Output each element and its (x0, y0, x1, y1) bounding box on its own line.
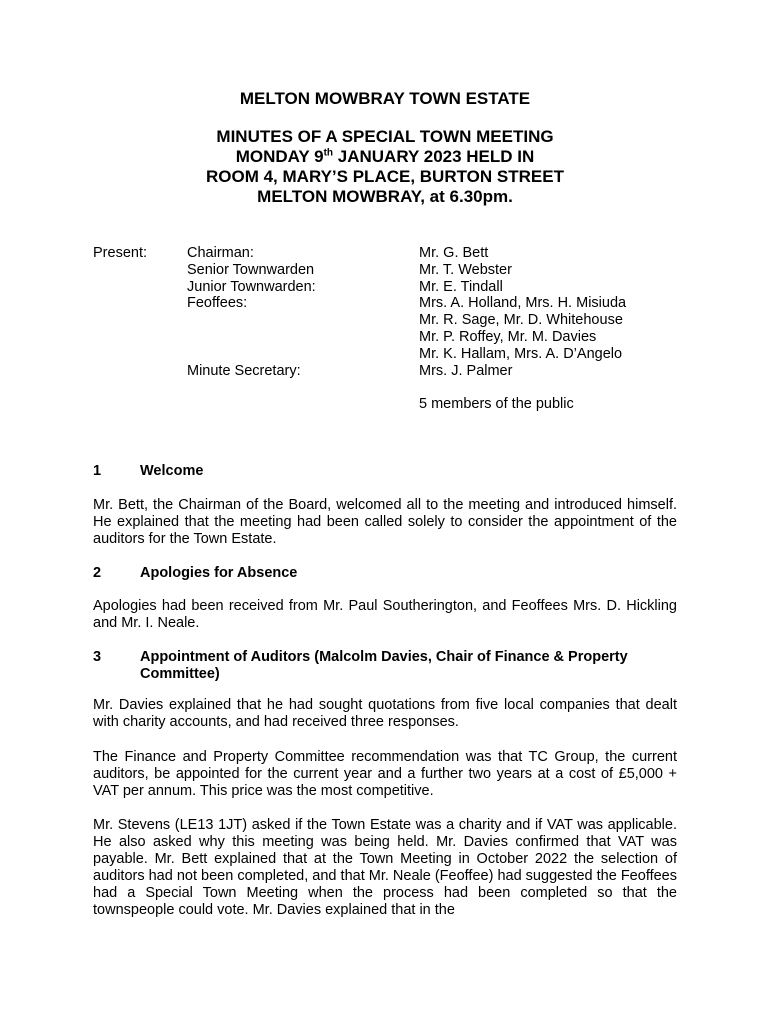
meeting-heading-line-3: ROOM 4, MARY’S PLACE, BURTON STREET (206, 167, 564, 186)
section-title: Appointment of Auditors (Malcolm Davies, Chair of Finance & Property Committee) (140, 649, 628, 682)
attendee-role: Chairman: (187, 245, 254, 261)
present-label: Present: (93, 245, 147, 261)
attendee-name: Mr. P. Roffey, Mr. M. Davies (419, 328, 597, 345)
attendee-name: Mr. T. Webster (419, 261, 512, 278)
meeting-date-day: MONDAY 9 (235, 147, 324, 166)
attendee-name: Mrs. J. Palmer (419, 362, 513, 379)
meeting-heading-line-2 (0, 147, 770, 167)
attendee-name: Mr. G. Bett (419, 245, 489, 261)
section-number: 2 (93, 565, 102, 581)
attendee-names (419, 245, 626, 413)
section-title: Apologies for Absence (140, 565, 298, 581)
attendee-role: Feoffees: (187, 295, 248, 312)
attendee-role: Minute Secretary: (187, 362, 301, 379)
section-heading-welcome (93, 463, 677, 480)
attendee-role (187, 329, 316, 346)
attendee-role: Junior Townwarden: (187, 278, 316, 295)
attendee-role (187, 346, 316, 363)
section-paragraph: Mr. Stevens (LE13 1JT) asked if the Town Estate was a charity and if VAT was applicable. He also asked why this meeting was being held. Mr. Davies confirmed that VAT was payable. Mr. Bett explained that at the Town Meeting in October 2022 the selection of auditors had not been completed, and that Mr. Neale (Feoffee) had suggested the Feoffees had a Special Town Meeting when the process had been completed so that the townspeople could vote. Mr. Davies explained that in the (93, 817, 677, 918)
attendee-roles (187, 245, 316, 379)
section-paragraph: The Finance and Property Committee recommendation was that TC Group, the current auditors, be appointed for the current year and a further two years at a cost of £5,000 + VAT per annum. This price was the most competitive. (93, 749, 677, 799)
section-heading-apologies (93, 565, 677, 582)
attendee-name: Mr. R. Sage, Mr. D. Whitehouse (419, 312, 623, 329)
attendee-name: Mrs. A. Holland, Mrs. H. Misiuda (419, 295, 627, 312)
document-title: MELTON MOWBRAY TOWN ESTATE (239, 89, 531, 108)
meeting-heading (0, 127, 770, 207)
meeting-heading-line-1: MINUTES OF A SPECIAL TOWN MEETING (216, 127, 554, 146)
attendee-name: Mr. K. Hallam, Mrs. A. D’Angelo (419, 345, 623, 362)
meeting-date-suffix: th (323, 147, 334, 159)
section-number: 1 (93, 463, 102, 479)
attendee-name: Mr. E. Tindall (419, 278, 503, 295)
section-paragraph: Mr. Davies explained that he had sought quotations from five local companies that dealt with charity accounts, and had received three responses. (93, 697, 677, 730)
section-paragraph: Apologies had been received from Mr. Paul Southerington, and Feoffees Mrs. D. Hickling and Mr. I. Neale. (93, 598, 677, 631)
section-title: Welcome (140, 463, 204, 479)
meeting-date-rest: JANUARY 2023 HELD IN (333, 147, 535, 166)
section-number: 3 (93, 649, 102, 665)
section-heading-auditors (93, 649, 677, 683)
public-attendance: 5 members of the public (419, 396, 574, 413)
attendee-role: Senior Townwarden (187, 261, 315, 278)
meeting-heading-line-4: MELTON MOWBRAY, at 6.30pm. (257, 187, 513, 206)
section-paragraph: Mr. Bett, the Chairman of the Board, welcomed all to the meeting and introduced himself. He explained that the meeting had been called solely to consider the appointment of the auditors for the Town Estate. (93, 497, 677, 547)
attendee-role (187, 312, 316, 329)
